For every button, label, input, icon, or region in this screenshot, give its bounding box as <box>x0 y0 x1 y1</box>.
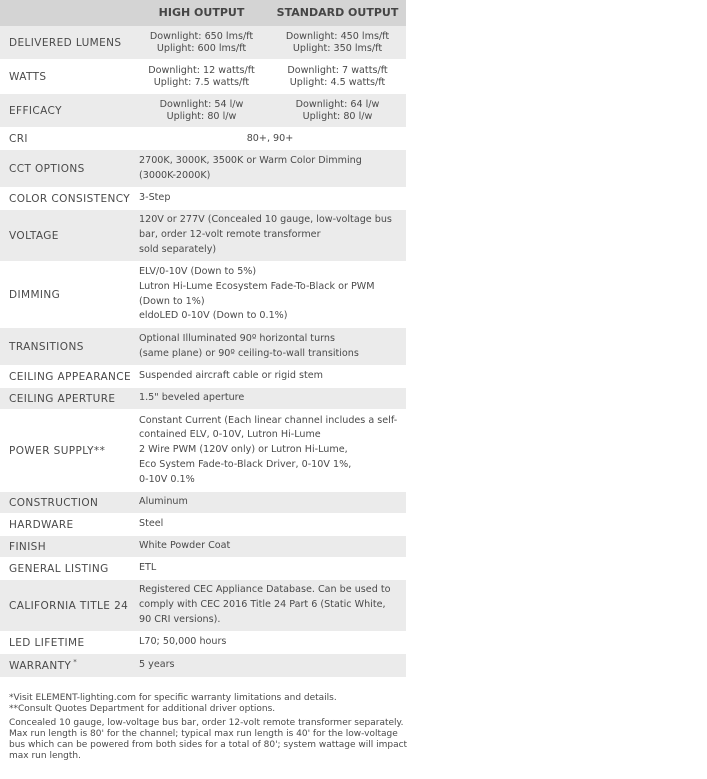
high-output-cell <box>134 26 269 59</box>
row-label <box>9 632 85 653</box>
row-value-line: Registered CEC Appliance Database. Can be used to <box>139 584 391 596</box>
high-output-cell <box>134 60 269 93</box>
note-driver: **Consult Quotes Department for additional driver options. <box>9 704 276 714</box>
high-output-line: Uplight: 80 l/w <box>166 110 237 122</box>
spec-rows <box>0 26 406 678</box>
standard-output-line: Uplight: 4.5 watts/ft <box>289 76 386 88</box>
high-output-cell <box>134 94 269 127</box>
spec-row-warranty <box>0 654 406 678</box>
row-value-line: White Powder Coat <box>139 540 231 552</box>
header-standard-output: STANDARD OUTPUT <box>276 6 399 19</box>
row-value-line: 3-Step <box>139 192 171 204</box>
row-value-line: ETL <box>139 562 157 574</box>
row-value-line: 120V or 277V (Concealed 10 gauge, low-voltage bus <box>139 214 392 226</box>
spec-row-ceiling-appearance <box>0 366 406 388</box>
row-label <box>9 492 98 513</box>
spec-row-watts <box>0 60 406 94</box>
row-value-line: (Down to 1%) <box>139 295 205 307</box>
row-value-line: 2 Wire PWM (120V only) or Lutron Hi-Lume, <box>139 444 348 456</box>
row-label <box>9 188 130 209</box>
row-label-text: CCT OPTIONS <box>9 162 85 175</box>
standard-output-cell <box>269 94 406 127</box>
row-label <box>9 366 131 387</box>
row-label <box>9 328 84 365</box>
spec-row-efficacy <box>0 94 406 128</box>
row-value-line: L70; 50,000 hours <box>139 636 227 648</box>
row-label-text: HARDWARE <box>9 518 74 531</box>
spec-table <box>0 0 406 678</box>
row-value <box>139 514 402 535</box>
row-value-line: (3000K-2000K) <box>139 169 211 181</box>
row-label <box>9 26 121 59</box>
row-label-text: EFFICACY <box>9 104 62 117</box>
row-value-line: 90 CRI versions). <box>139 613 221 625</box>
row-value <box>139 388 402 409</box>
row-label <box>9 60 46 93</box>
header-high-output: HIGH OUTPUT <box>158 6 245 19</box>
row-value <box>139 328 402 365</box>
row-value <box>139 150 402 187</box>
note-warranty: *Visit ELEMENT-lighting.com for specific warranty limitations and details. <box>9 693 337 703</box>
row-value-line: bar, order 12-volt remote transformer <box>139 229 321 241</box>
row-label-text: DIMMING <box>9 288 61 301</box>
row-value <box>139 188 402 209</box>
row-value <box>139 536 402 557</box>
row-value-line: ELV/0-10V (Down to 5%) <box>139 266 257 278</box>
standard-output-line: Uplight: 350 lms/ft <box>292 42 383 54</box>
row-label-text: WARRANTY <box>9 659 72 672</box>
note-run-length-2: bus which can be powered from both sides for a total of 80'; system wattage will impact <box>9 740 408 750</box>
spec-row-transitions <box>0 328 406 366</box>
spec-row-general-listing <box>0 558 406 580</box>
row-value-line: Steel <box>139 518 164 530</box>
row-label <box>9 410 105 491</box>
spec-row-california-title-24 <box>0 580 406 632</box>
standard-output-line: Downlight: 450 lms/ft <box>285 31 390 42</box>
row-label-text: WATTS <box>9 70 47 83</box>
spec-row-power-supply <box>0 410 406 492</box>
standard-output-line: Downlight: 64 l/w <box>295 99 380 110</box>
standard-output-cell <box>269 26 406 59</box>
high-output-line: Uplight: 600 lms/ft <box>156 42 247 54</box>
row-value-line: Constant Current (Each linear channel includes a self- <box>139 414 398 426</box>
row-label-text: CRI <box>9 132 28 145</box>
row-label-text: COLOR CONSISTENCY <box>9 192 131 205</box>
row-value <box>139 210 402 261</box>
spec-row-hardware <box>0 514 406 536</box>
row-value <box>139 558 402 579</box>
row-label-text: CEILING APERTURE <box>9 392 116 405</box>
spec-row-color-consistency <box>0 188 406 210</box>
footnotes <box>9 693 409 762</box>
row-label-text: CONSTRUCTION <box>9 496 99 509</box>
row-value <box>139 366 402 387</box>
spec-row-cri <box>0 128 406 150</box>
row-label-text: FINISH <box>9 540 47 553</box>
spec-row-voltage <box>0 210 406 262</box>
row-value-line: contained ELV, 0-10V, Lutron Hi-Lume <box>139 429 321 441</box>
row-value-line: 1.5" beveled aperture <box>139 392 245 404</box>
row-label-text: DELIVERED LUMENS <box>9 36 122 49</box>
high-output-line: Downlight: 12 watts/ft <box>148 65 255 76</box>
standard-output-line: Uplight: 80 l/w <box>302 110 373 122</box>
row-value-line: (same plane) or 90º ceiling-to-wall transitions <box>139 347 359 359</box>
row-label <box>9 210 59 261</box>
spec-row-dimming <box>0 262 406 328</box>
row-value <box>139 492 402 513</box>
spec-row-ceiling-aperture <box>0 388 406 410</box>
row-label-text: CEILING APPEARANCE <box>9 370 132 383</box>
row-label <box>9 128 28 149</box>
row-label <box>9 150 85 187</box>
row-label <box>9 558 109 579</box>
row-label-text: CALIFORNIA TITLE 24 <box>9 599 129 612</box>
row-label <box>9 580 128 631</box>
row-label <box>9 262 60 327</box>
row-label <box>9 654 77 677</box>
standard-output-cell <box>269 60 406 93</box>
note-run-length-3: max run length. <box>9 751 81 761</box>
spec-row-led-lifetime <box>0 632 406 654</box>
row-value-line: Suspended aircraft cable or rigid stem <box>139 370 324 382</box>
row-value-line: eldoLED 0-10V (Down to 0.1%) <box>139 310 288 322</box>
table-header <box>0 0 406 26</box>
row-label <box>9 94 62 127</box>
row-value <box>139 632 402 653</box>
row-value-line: Lutron Hi-Lume Ecosystem Fade-To-Black or PWM <box>139 280 375 292</box>
row-label-text: LED LIFETIME <box>9 636 85 649</box>
row-value-line: 0-10V 0.1% <box>139 473 195 485</box>
row-value-line: sold separately) <box>139 243 217 255</box>
row-label-superscript: * <box>73 657 78 666</box>
note-run-length-1: Max run length is 80' for the channel; typical max run length is 40' for the low-voltage <box>9 729 398 739</box>
row-value-line: comply with CEC 2016 Title 24 Part 6 (Static White, <box>139 599 386 611</box>
high-output-line: Downlight: 650 lms/ft <box>149 31 254 42</box>
row-label <box>9 536 46 557</box>
note-bus-bar: Concealed 10 gauge, low-voltage bus bar, order 12-volt remote transformer separately. <box>9 718 404 728</box>
spec-row-construction <box>0 492 406 514</box>
row-value-line: Aluminum <box>139 496 188 508</box>
row-label-text: VOLTAGE <box>9 229 59 242</box>
row-value-line: Optional Illuminated 90º horizontal turns <box>139 332 336 344</box>
row-label <box>9 388 115 409</box>
spec-row-cct-options <box>0 150 406 188</box>
row-value-line: Eco System Fade-to-Black Driver, 0-10V 1%, <box>139 458 352 470</box>
row-label-text: POWER SUPPLY** <box>9 444 106 457</box>
spec-row-delivered-lumens <box>0 26 406 60</box>
row-value <box>139 262 402 327</box>
row-value-line: 2700K, 3000K, 3500K or Warm Color Dimming <box>139 154 362 166</box>
row-value: 80+, 90+ <box>246 133 294 144</box>
high-output-line: Uplight: 7.5 watts/ft <box>153 76 250 88</box>
row-value <box>139 580 402 631</box>
row-value-line: 5 years <box>139 659 175 671</box>
row-value <box>139 410 402 491</box>
high-output-line: Downlight: 54 l/w <box>159 99 244 110</box>
row-value <box>139 654 402 677</box>
row-label <box>9 514 74 535</box>
row-label-text: TRANSITIONS <box>9 340 84 353</box>
row-label-text: GENERAL LISTING <box>9 562 109 575</box>
spec-row-finish <box>0 536 406 558</box>
standard-output-line: Downlight: 7 watts/ft <box>287 65 388 76</box>
